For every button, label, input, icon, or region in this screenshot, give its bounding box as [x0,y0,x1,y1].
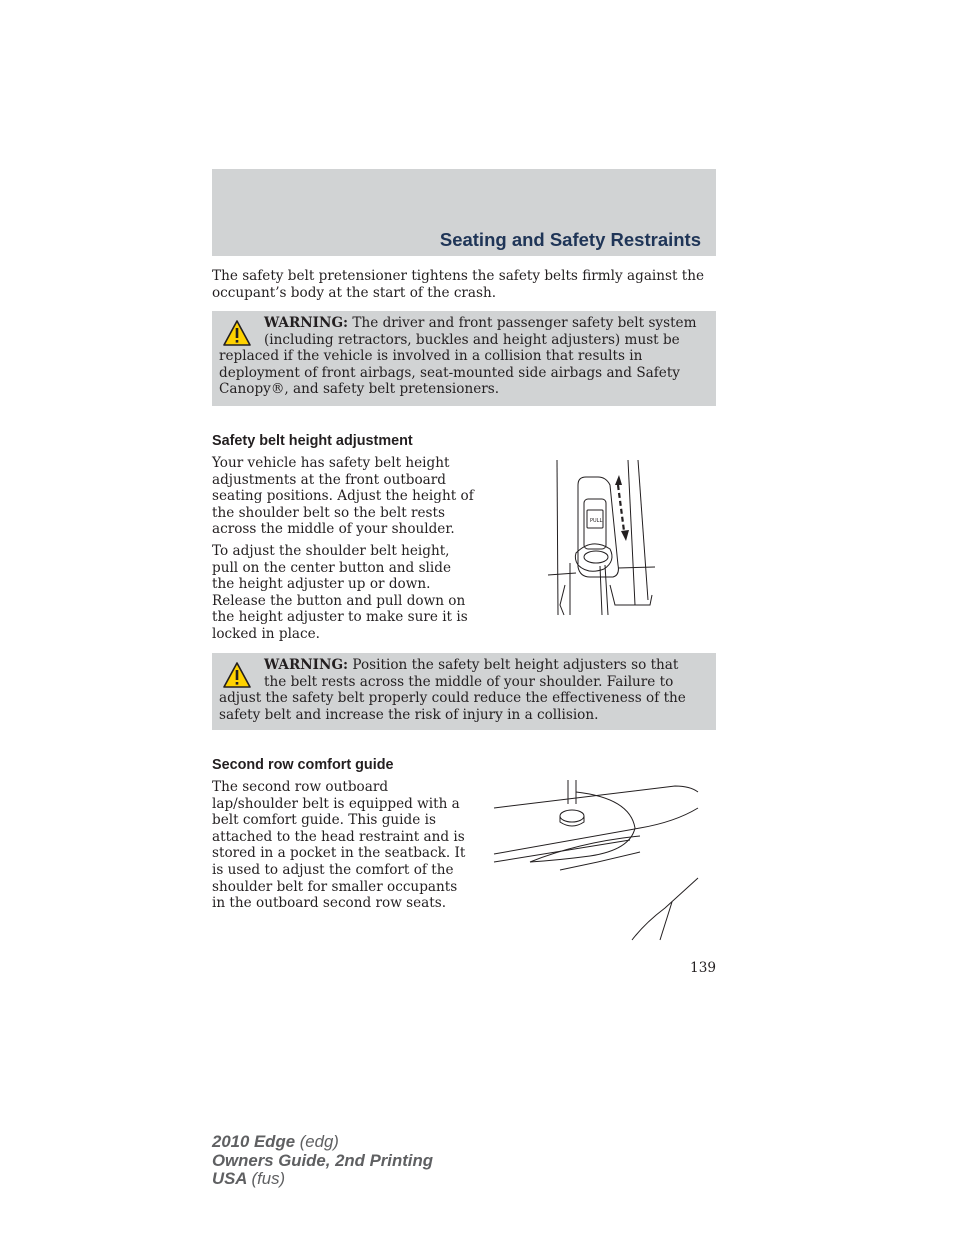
footer-region-code: (fus) [251,1169,286,1188]
warning-text: Position the safety belt height adjusters so that the belt rests across the middle of your shoulder. Failure to adjust the safety belt properly could reduce the effectiveness of the safety belt and increase the risk of injury in a collision. [219,657,686,723]
height-adjuster-illustration [540,455,665,620]
height-adjustment-paragraph-1: Your vehicle has safety belt height adjustments at the front outboard seating positions. Adjust the height of the shoulder belt so the belt rests across the middle of your shoulder. [212,455,474,538]
comfort-guide-heading: Second row comfort guide [212,757,394,773]
warning-triangle-icon [222,661,252,689]
warning-box-1 [212,311,716,406]
page-number: 139 [690,960,716,976]
warning-label: WARNING: [264,315,349,331]
warning-box-2 [212,653,716,730]
warning-label: WARNING: [264,657,349,673]
document-footer [212,1133,433,1189]
footer-model-code: (edg) [299,1132,339,1151]
warning-triangle-icon [222,319,252,347]
warning-text: The driver and front passenger safety belt system (including retractors, buckles and height adjusters) must be replaced if the vehicle is involved in a collision that results in deployment of front airbags, seat-mounted side airbags and Safety Canopy®, and safety belt pretensioners. [219,315,697,398]
footer-edition: Owners Guide, 2nd Printing [212,1150,433,1170]
pull-button-label: PULL [590,518,603,524]
intro-paragraph: The safety belt pretensioner tightens the safety belts firmly against the occupant’s body at the start of the crash. [212,268,705,301]
section-header-band [212,169,716,256]
comfort-guide-illustration [490,778,702,943]
arrow-up-icon [615,475,622,485]
footer-model: 2010 Edge [212,1132,296,1151]
arrow-down-icon [621,530,629,541]
section-title: Seating and Safety Restraints [439,229,701,250]
height-adjustment-paragraph-2: To adjust the shoulder belt height, pull on the center button and slide the height adjuster up or down. Release the button and pull down on the height adjuster to make sure it is locked in place. [212,543,468,642]
comfort-guide-paragraph: The second row outboard lap/shoulder belt is equipped with a belt comfort guide. This guide is attached to the head restraint and is stored in a pocket in the seatback. It is used to adjust the comfort of the shoulder belt for smaller occupants in the outboard second row seats. [212,779,466,912]
height-adjustment-heading: Safety belt height adjustment [212,433,413,449]
footer-region: USA [212,1169,247,1188]
